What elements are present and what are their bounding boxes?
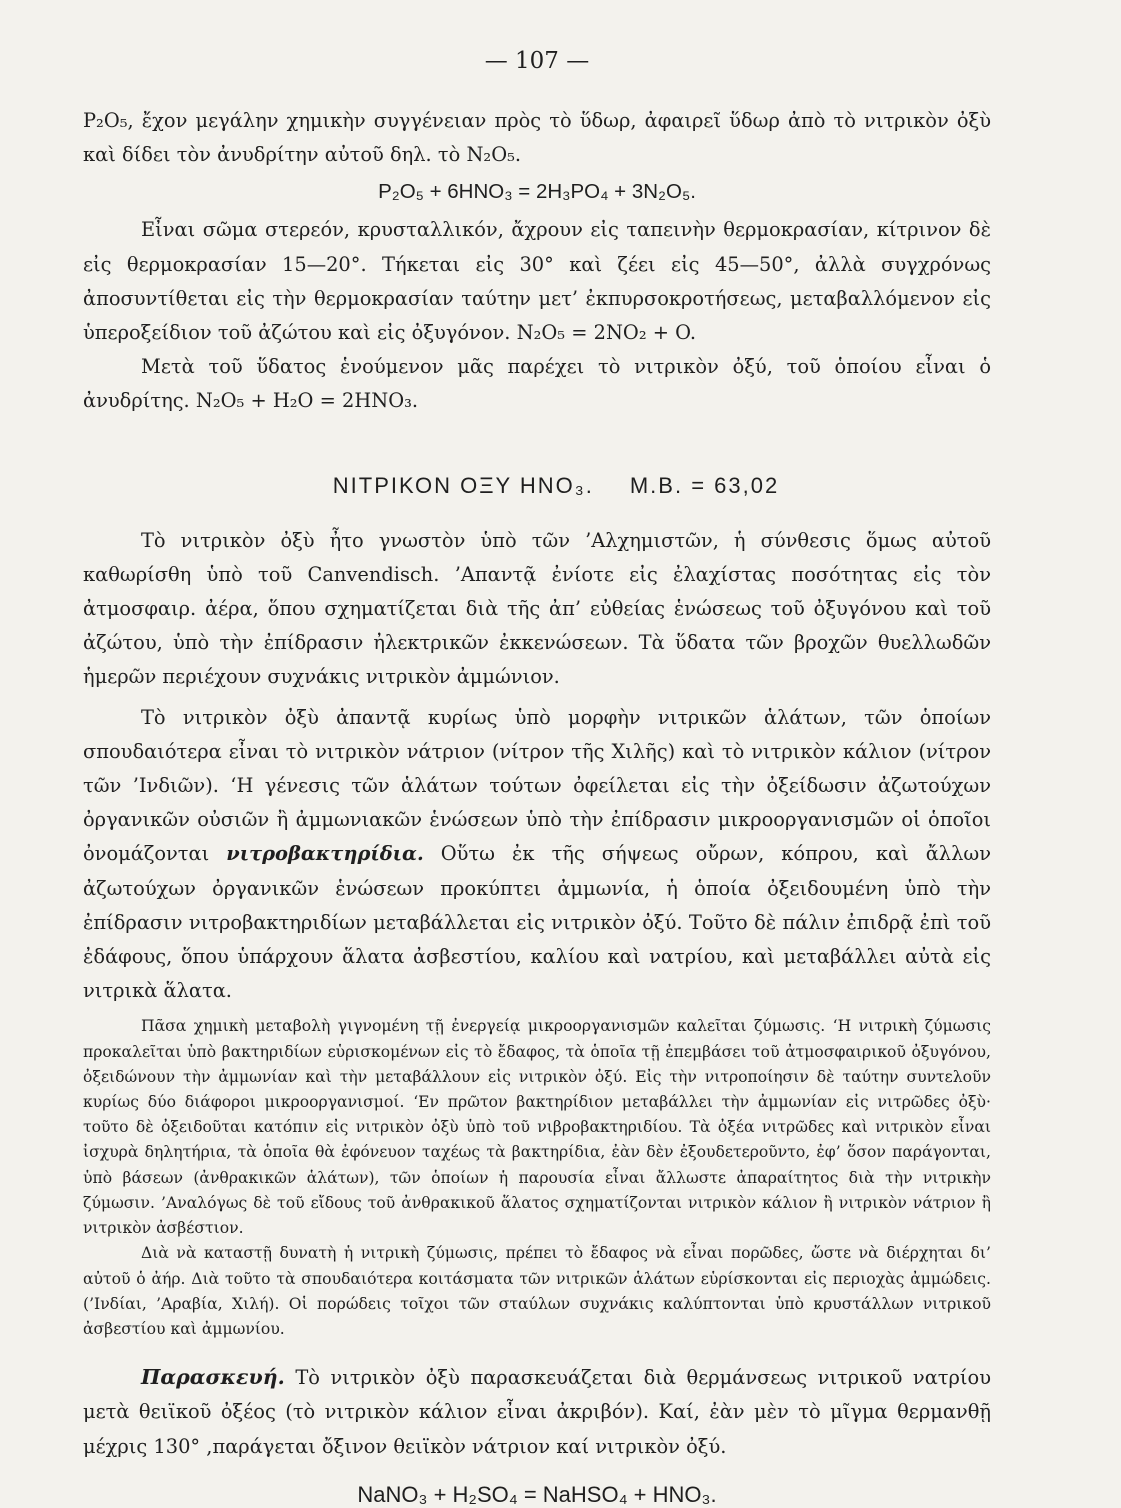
intro-paragraph-2: Εἶναι σῶμα στερεόν, κρυσταλλικόν, ἄχρουν εἰς ταπεινὴν θερμοκρασίαν, κίτρινον δὲ εἰς θερμοκρασίαν 15—20°. Τήκεται εἰς 30° καὶ ζέει εἰς 45—50°, ἀλλὰ συγχρόνως ἀποσυντίθεται εἰς τὴν θερμοκρασίαν ταύτην μετ’ ἐκπυρσοκροτήσεως, μεταβαλλόμενον εἰς ὑπεροξείδιον τοῦ ἀζώτου καὶ εἰς ὀξυγόνον. N₂O₅ = 2NO₂ + O. — [83, 218, 991, 345]
heading-molecular-weight: M.B. = 63,02 — [629, 472, 780, 498]
preparation-paragraph — [83, 1360, 991, 1464]
formula-preparation: NaNO₃ + H₂SO₄ = NaHSO₄ + HNO₃. — [357, 1481, 717, 1507]
small-print-notes — [83, 1014, 991, 1342]
body-paragraph-2 — [83, 701, 991, 1009]
preparation-label: Παρασκευή. — [141, 1365, 285, 1390]
body-paragraph-2-end: Οὕτω ἐκ τῆς σήψεως οὔρων, κόπρου, καὶ ἄλλων ἀζωτούχων ὀργανικῶν ἑνώσεων προκύπτει ἀμμωνία, ἡ ὁποία ὀξειδουμένη ὑπὸ τὴν ἐπίδρασιν νιτροβακτηριδίων μεταβάλλεται εἰς νιτρικὸν ὀξύ. Τοῦτο δὲ πάλιν ἐπιδρᾷ ἐπὶ τοῦ ἐδάφους, ὅπου ὑπάρχουν ἅλατα ἀσβεστίου, καλίου καὶ νατρίου, καὶ μεταβάλλει αὐτὰ εἰς νιτρικὰ ἅλατα. — [83, 842, 991, 1003]
heading-title: ΝΙΤΡΙΚΟΝ ΟΞΥ HNO₃. — [332, 472, 594, 498]
preparation-text: Τὸ νιτρικὸν ὀξὺ παρασκευάζεται διὰ θερμάνσεως νιτρικοῦ νατρίου μετὰ θειϊκοῦ ὀξέος (τὸ νιτρικὸν κάλιον εἶναι ἀκριβόν). Καί, ἐὰν μὲν τὸ μῖγμα θερμανθῇ μέχρις 130° ,παράγεται ὄξινον θειϊκὸν νάτριον καί νιτρικὸν ὀξύ. — [83, 1366, 991, 1458]
intro-paragraph-3: Μετὰ τοῦ ὕδατος ἑνούμενον μᾶς παρέχει τὸ νιτρικὸν ὀξύ, τοῦ ὁποίου εἶναι ὁ ἀνυδρίτης. N₂O₅ + H₂O = 2HNO₃. — [83, 355, 991, 413]
note-paragraph-2: Διὰ νὰ καταστῇ δυνατὴ ἡ νιτρικὴ ζύμωσις, πρέπει τὸ ἔδαφος νὰ εἶναι πορῶδες, ὥστε νὰ διέρχηται δι’ αὐτοῦ ὁ ἀήρ. Διὰ τοῦτο τὰ σπουδαιότερα κοιτάσματα τῶν νιτρικῶν ἁλάτων εὑρίσκονται εἰς περιοχὰς ἀμμώδεις. (’Ινδίαι, ’Αραβία, Χιλή). Οἱ πορώδεις τοῖχοι τῶν σταύλων συχνάκις καλύπτονται ὑπὸ κρυστάλλων νιτρικοῦ ἀσβεστίου καὶ ἀμμωνίου. — [83, 1244, 991, 1338]
formula-p2o5-reaction: P₂O₅ + 6HNO₃ = 2H₃PO₄ + 3N₂O₅. — [378, 180, 696, 204]
page-number: — 107 — — [484, 48, 590, 74]
section-heading — [83, 473, 991, 499]
term-nitrobacteria: νιτροβακτηρίδια. — [226, 842, 424, 866]
intro-paragraph-1: P₂O₅, ἔχον μεγάλην χημικὴν συγγένειαν πρὸς τὸ ὕδωρ, ἀφαιρεῖ ὕδωρ ἀπὸ τὸ νιτρικὸν ὀξὺ καὶ δίδει τὸν ἀνυδρίτην αὐτοῦ δηλ. τὸ N₂O₅. — [83, 109, 991, 167]
body-paragraph-2-start: Τὸ νιτρικὸν ὀξὺ ἀπαντᾷ κυρίως ὑπὸ μορφὴν νιτρικῶν ἁλάτων, τῶν ὁποίων σπουδαιότερα εἶναι τὸ νιτρικὸν νάτριον (νίτρον τῆς Χιλῆς) καὶ τὸ νιτρικὸν κάλιον (νίτρον τῶν ’Ινδιῶν). ‘Η γένεσις τῶν ἁλάτων τούτων ὀφείλεται εἰς τὴν ὀξείδωσιν ἀζωτούχων ὀργανικῶν οὐσιῶν ἢ ἀμμωνιακῶν ἑνώσεων ὑπὸ τὴν ἐπίδρασιν μικροοργανισμῶν οἱ ὁποῖοι ὀνομάζονται — [83, 705, 991, 866]
note-paragraph-1: Πᾶσα χημικὴ μεταβολὴ γιγνομένη τῇ ἐνεργείᾳ μικροοργανισμῶν καλεῖται ζύμωσις. ‘Η νιτρικὴ ζύμωσις προκαλεῖται ὑπὸ βακτηριδίων εὑρισκομένων εἰς τὸ ἔδαφος, τὰ ὁποῖα τῇ ἐπεμβάσει τοῦ ἀτμοσφαιρικοῦ ὀξυγόνου, ὀξειδώνουν τὴν ἀμμωνίαν καὶ τὴν μεταβάλλουν εἰς νιτρικὸν ὀξύ. Εἰς τὴν νιτροποίησιν δὲ ταύτην συντελοῦν κυρίως δύο διάφοροι μικροοργανισμοί. ‘Εν πρῶτον βακτηρίδιον μεταβάλλει τὴν ἀμμωνίαν εἰς νιτρῶδες ὀξὺ· τοῦτο δὲ ὀξειδοῦται κατόπιν εἰς νιτρικὸν ὀξὺ ὑπὸ τοῦ νιβροβακτηριδίου. Τὰ ὀξέα νιτρῶδες καὶ νιτρικὸν εἶναι ἰσχυρὰ δηλητήρια, τὰ ὁποῖα θὰ ἐφόνευον ταχέως τὰ βακτηρίδια, ἐὰν δὲν ἐξουδετεροῦντο, ἐφ’ ὅσον παράγονται, ὑπὸ βάσεων (ἀνθρακικῶν ἁλάτων), τῶν ὁποίων ἡ παρουσία εἶναι ἄλλωστε ἀπαραίτητος διὰ τὴν νιτρικὴν ζύμωσιν. ’Αναλόγως δὲ τοῦ εἴδους τοῦ ἀνθρακικοῦ ἅλατος σχηματίζονται νιτρικὸν κάλιον ἢ νιτρικὸν νάτριον ἢ νιτρικὸν ἀσβέστιον. — [83, 1017, 991, 1238]
body-paragraph-1: Τὸ νιτρικὸν ὀξὺ ἦτο γνωστὸν ὑπὸ τῶν ’Αλχημιστῶν, ἡ σύνθεσις ὅμως αὐτοῦ καθωρίσθη ὑπὸ τοῦ Canvendisch. ’Απαντᾷ ἐνίοτε εἰς ἐλαχίστας ποσότητας εἰς τὸν ἀτμοσφαιρ. ἀέρα, ὅπου σχηματίζεται διὰ τῆς ἀπ’ εὐθείας ἑνώσεως τοῦ ὀξυγόνου καὶ τοῦ ἀζώτου, ὑπὸ τὴν ἐπίδρασιν ἠλεκτρικῶν ἐκκενώσεων. Τὰ ὕδατα τῶν βροχῶν θυελλωδῶν ἡμερῶν περιέχουν συχνάκις νιτρικὸν ἀμμώνιον. — [83, 528, 991, 689]
